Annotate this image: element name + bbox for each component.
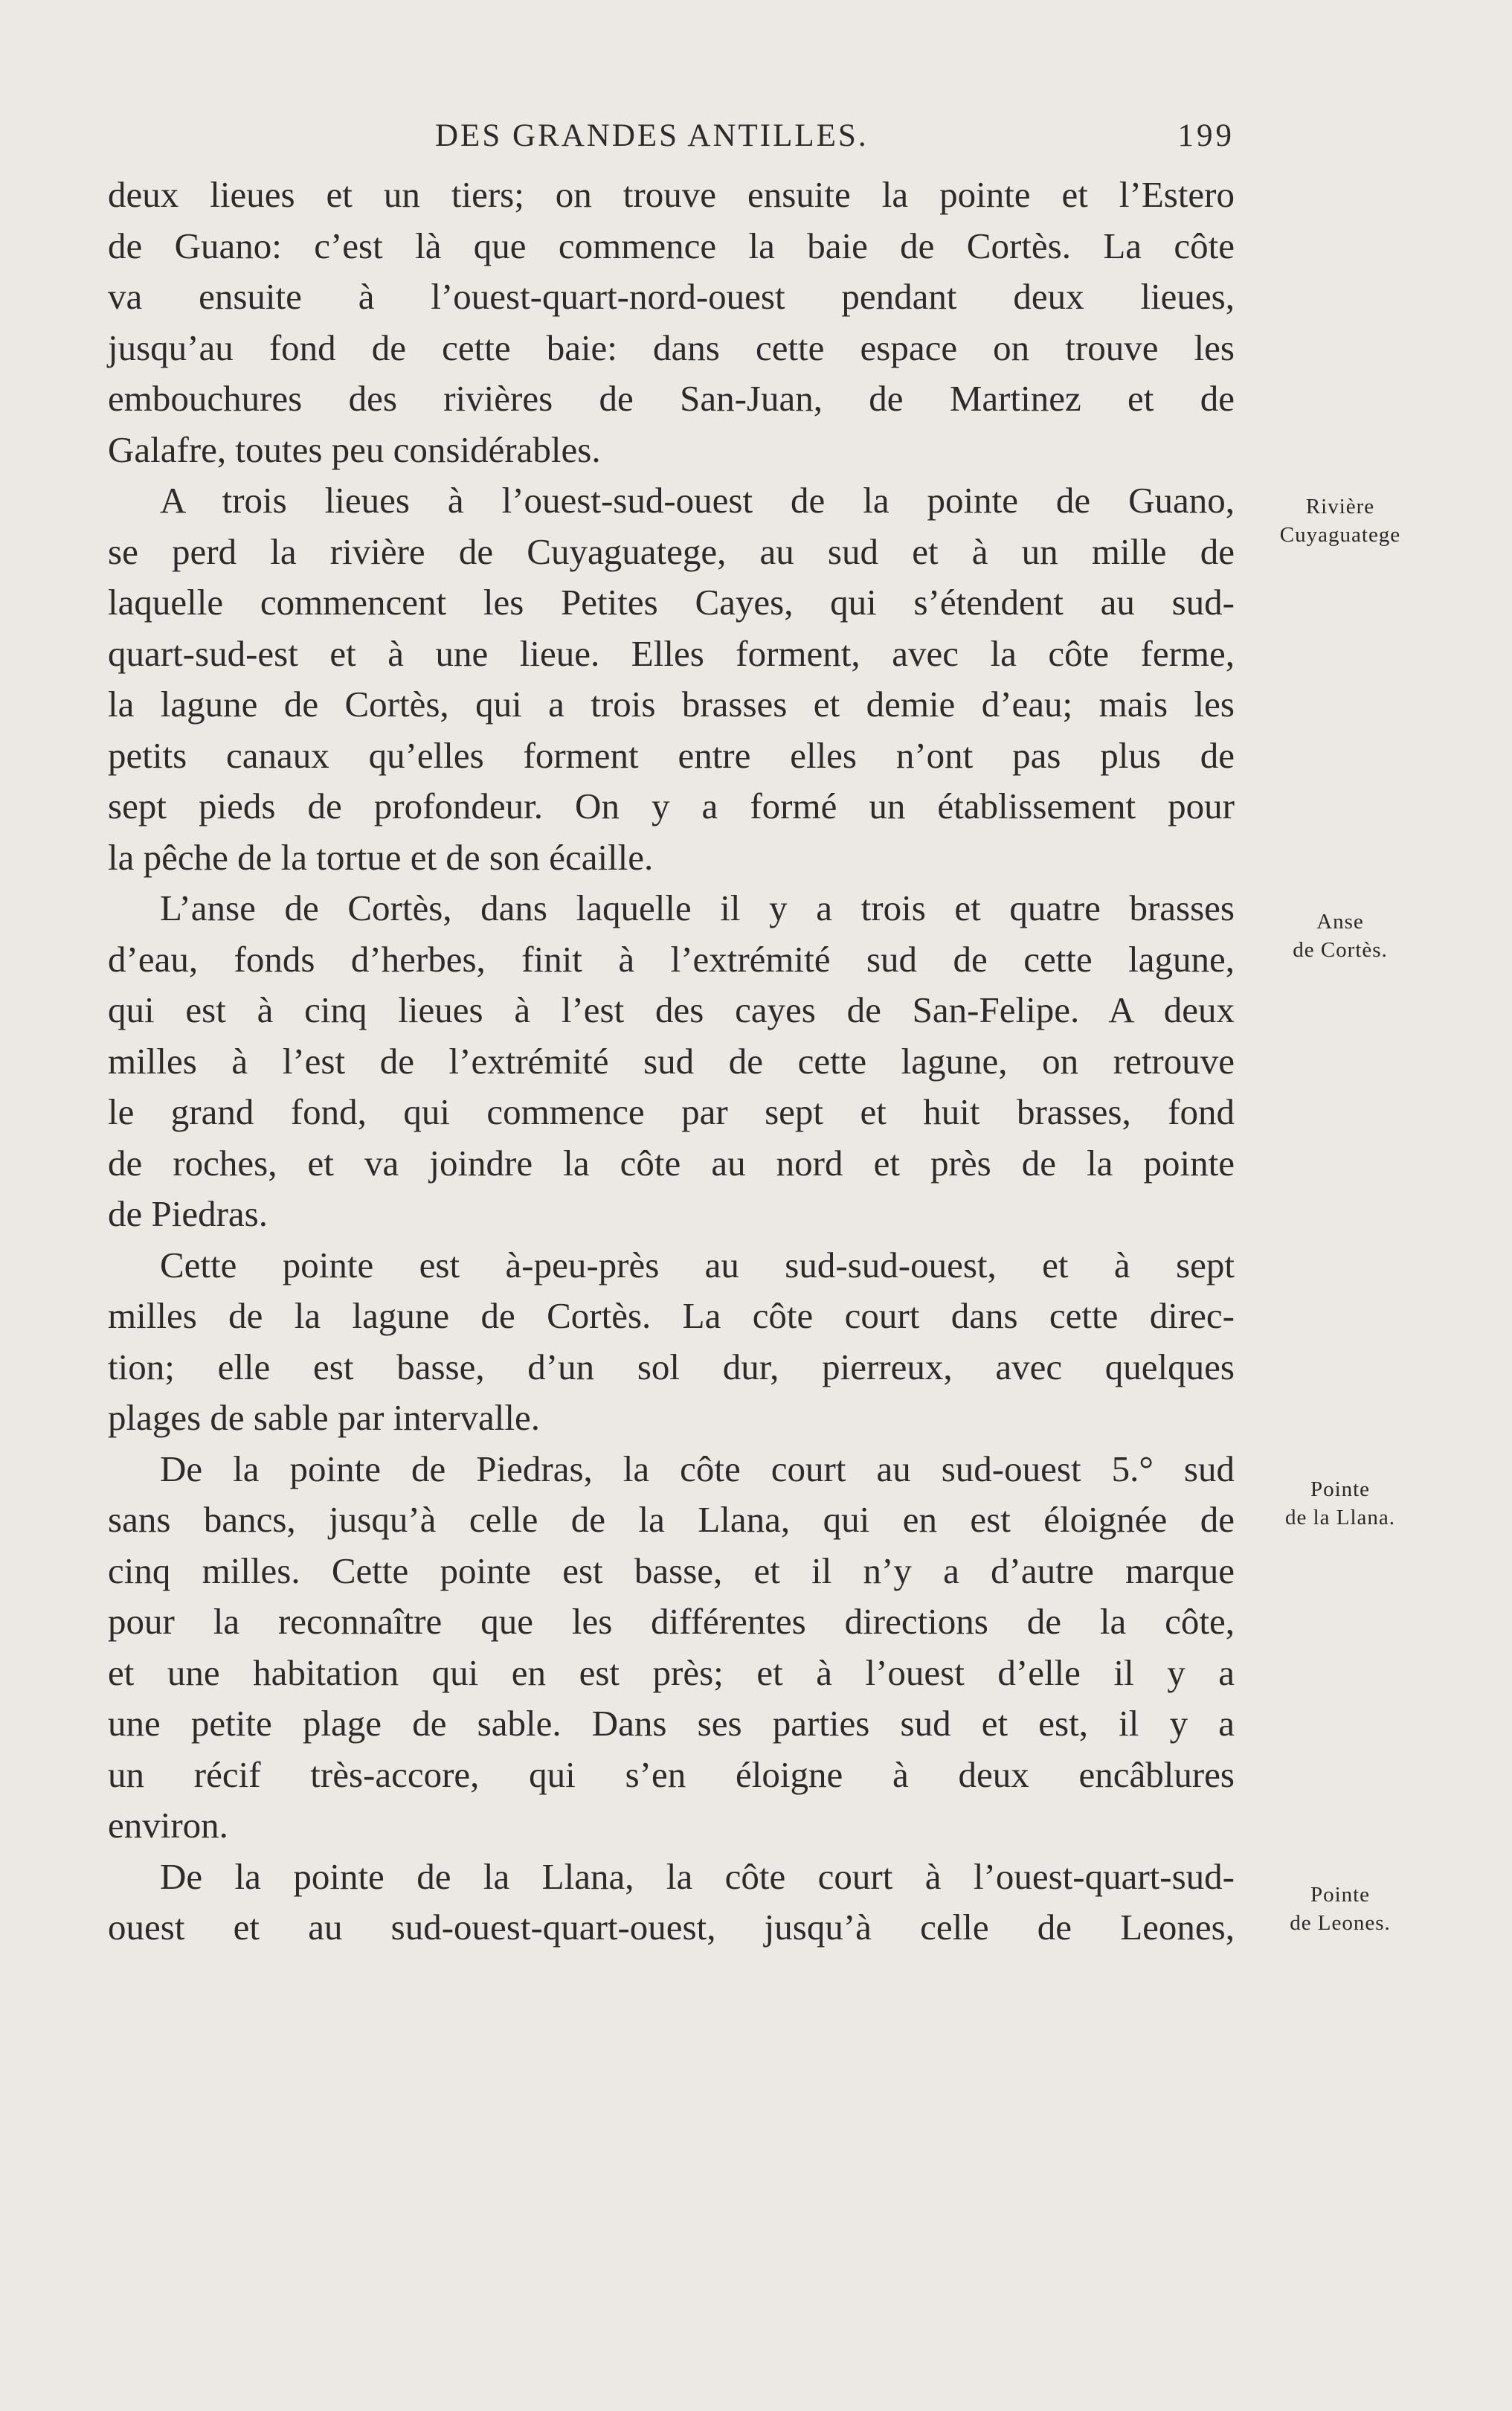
- text-line: De la pointe de Piedras, la côte court au sud-ouest 5.° sud: [160, 1448, 1235, 1489]
- text-line: la pêche de la tortue et de son écaille.: [108, 836, 654, 878]
- text-line: tion; elle est basse, d’un sol dur, pierreux, avec quelques: [108, 1346, 1235, 1387]
- text-line: pour la reconnaître que les différentes directions de la côte,: [108, 1601, 1235, 1642]
- running-head: [108, 118, 1235, 162]
- text-line: Cette pointe est à-peu-près au sud-sud-ouest, et à sept: [160, 1244, 1235, 1285]
- paragraph: [108, 170, 1235, 475]
- text-line: et une habitation qui en est près; et à l’ouest d’elle il y a: [108, 1651, 1235, 1693]
- text-line: A trois lieues à l’ouest-sud-ouest de la pointe de Guano,: [160, 480, 1235, 521]
- margin-note-line: de la Llana.: [1284, 1506, 1396, 1529]
- margin-note-line: Rivière: [1305, 495, 1375, 519]
- margin-note-line: Cuyaguatege: [1279, 523, 1401, 547]
- text-line: cinq milles. Cette pointe est basse, et il n’y a d’autre marque: [108, 1550, 1235, 1591]
- margin-note: [1244, 492, 1437, 549]
- text-line: qui est à cinq lieues à l’est des cayes de San-Felipe. A deux: [108, 989, 1235, 1030]
- text-line: le grand fond, qui commence par sept et huit brasses, fond: [108, 1091, 1235, 1132]
- margin-note: [1244, 1475, 1437, 1532]
- text-line: milles de la lagune de Cortès. La côte court dans cette direc-: [108, 1295, 1235, 1336]
- paragraph: [108, 475, 1235, 883]
- text-line: petits canaux qu’elles forment entre elles n’ont pas plus de: [108, 734, 1235, 776]
- text-line: jusqu’au fond de cette baie: dans cette espace on trouve les: [108, 327, 1235, 368]
- paragraph: [108, 1444, 1235, 1852]
- paragraph: [108, 883, 1235, 1240]
- body-text: [108, 170, 1235, 1953]
- margin-note-line: de Cortès.: [1293, 938, 1388, 962]
- margin-note-line: Anse: [1316, 910, 1364, 934]
- text-line: plages de sable par intervalle.: [108, 1397, 540, 1438]
- margin-note: [1244, 1881, 1437, 1937]
- margin-note-line: Pointe: [1310, 1477, 1371, 1501]
- text-line: de roches, et va joindre la côte au nord et près de la pointe: [108, 1142, 1235, 1184]
- paragraph: [108, 1240, 1235, 1444]
- text-line: environ.: [108, 1805, 228, 1846]
- page-number: 199: [1177, 118, 1235, 153]
- text-line: se perd la rivière de Cuyaguatege, au sud et à un mille de: [108, 530, 1235, 572]
- paragraph: [108, 1852, 1235, 1953]
- margin-note-line: de Leones.: [1290, 1911, 1391, 1935]
- text-line: un récif très-accore, qui s’en éloigne à deux encâblures: [108, 1753, 1235, 1795]
- text-line: de Guano: c’est là que commence la baie de Cortès. La côte: [108, 225, 1235, 266]
- text-line: Galafre, toutes peu considérables.: [108, 428, 601, 470]
- text-line: milles à l’est de l’extrémité sud de cette lagune, on retrouve: [108, 1040, 1235, 1082]
- text-line: sept pieds de profondeur. On y a formé un établissement pour: [108, 786, 1235, 826]
- text-line: L’anse de Cortès, dans laquelle il y a trois et quatre brasses: [160, 887, 1235, 928]
- text-line: d’eau, fonds d’herbes, finit à l’extrémité sud de cette lagune,: [108, 938, 1235, 980]
- text-line: sans bancs, jusqu’à celle de la Llana, qui en est éloignée de: [108, 1499, 1235, 1540]
- text-line: quart-sud-est et à une lieue. Elles forment, avec la côte ferme,: [108, 632, 1235, 674]
- text-line: va ensuite à l’ouest-quart-nord-ouest pendant deux lieues,: [108, 276, 1235, 317]
- text-line: embouchures des rivières de San-Juan, de Martinez et de: [108, 378, 1235, 419]
- running-title: DES GRANDES ANTILLES.: [435, 118, 869, 153]
- text-line: deux lieues et un tiers; on trouve ensuite la pointe et l’Estero: [108, 174, 1235, 215]
- text-line: laquelle commencent les Petites Cayes, qui s’étendent au sud-: [108, 582, 1235, 623]
- text-line: De la pointe de la Llana, la côte court à l’ouest-quart-sud-: [160, 1855, 1235, 1897]
- text-line: de Piedras.: [108, 1193, 268, 1234]
- margin-note-line: Pointe: [1310, 1883, 1371, 1907]
- margin-note: [1244, 908, 1437, 964]
- text-line: la lagune de Cortès, qui a trois brasses et demie d’eau; mais les: [108, 684, 1235, 725]
- text-line: ouest et au sud-ouest-quart-ouest, jusqu’à celle de Leones,: [108, 1907, 1235, 1948]
- text-line: une petite plage de sable. Dans ses parties sud et est, il y a: [108, 1703, 1235, 1744]
